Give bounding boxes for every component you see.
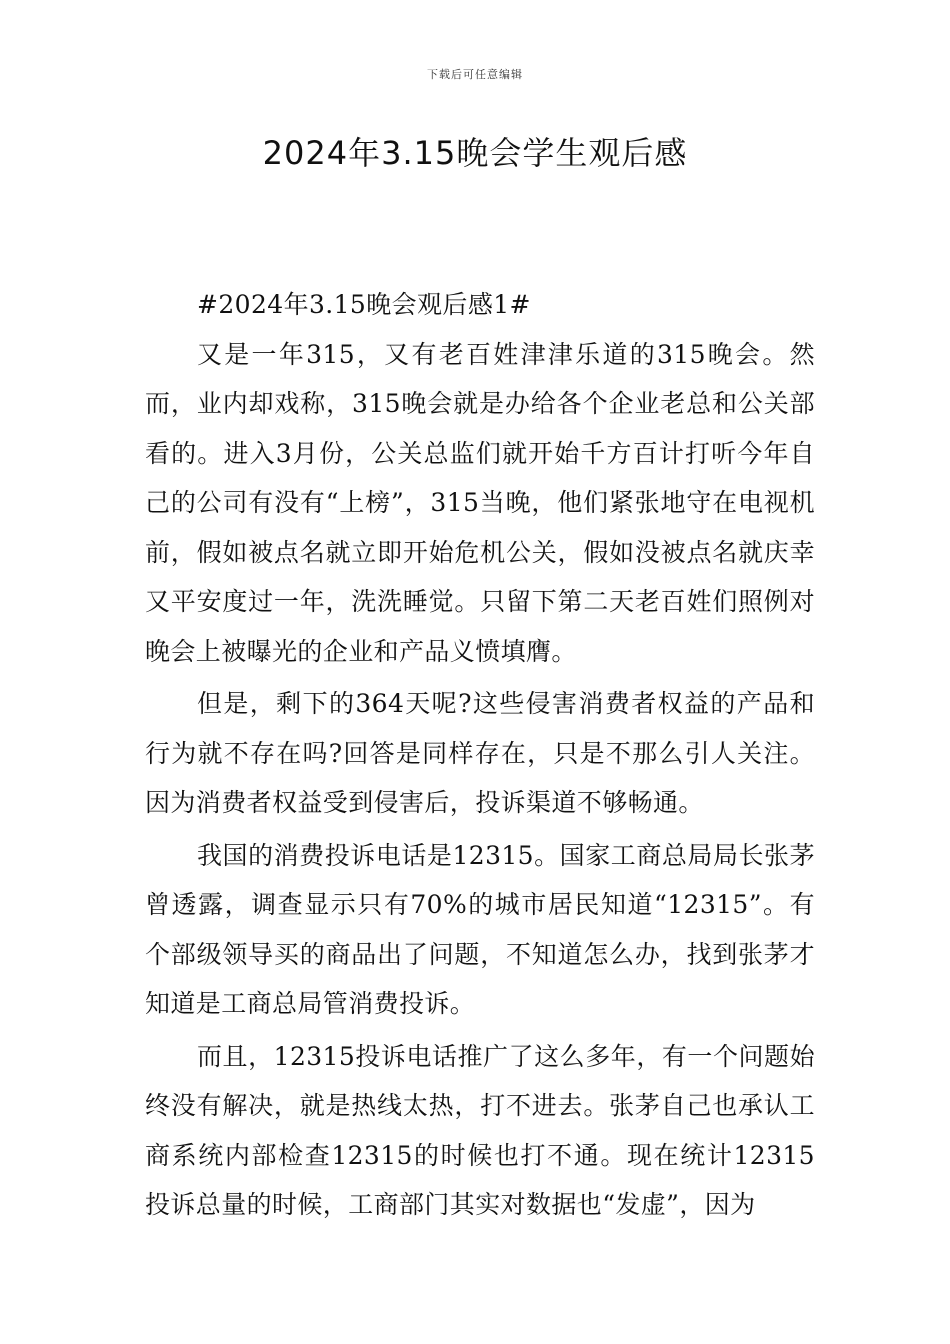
document-title: 2024年3.15晚会学生观后感 (262, 134, 688, 172)
header-note: 下载后可任意编辑 (427, 68, 523, 81)
paragraph: 而且，12315投诉电话推广了这么多年，有一个问题始终没有解决，就是热线太热，打不进去。张茅自己也承认工商系统内部检查12315的时候也打不通。现在统计12315投诉总量的时候，工商部门其实对数据也“发虚”，因为 (145, 1041, 815, 1219)
paragraph: 我国的消费投诉电话是12315。国家工商总局局长张茅曾透露，调查显示只有70%的城市居民知道“12315”。有个部级领导买的商品出了问题，不知道怎么办，找到张茅才知道是工商总局管消费投诉。 (145, 840, 815, 1018)
document-body (145, 280, 815, 1230)
paragraph: 但是，剩下的364天呢?这些侵害消费者权益的产品和行为就不存在吗?回答是同样存在，只是不那么引人关注。因为消费者权益受到侵害后，投诉渠道不够畅通。 (145, 689, 815, 817)
paragraph: 又是一年315，又有老百姓津津乐道的315晚会。然而，业内却戏称，315晚会就是办给各个企业老总和公关部看的。进入3月份，公关总监们就开始千方百计打听今年自己的公司有没有“上榜”，315当晚，他们紧张地守在电视机前，假如被点名就立即开始危机公关，假如没被点名就庆幸又平安度过一年，洗洗睡觉。只留下第二天老百姓们照例对晚会上被曝光的企业和产品义愤填膺。 (145, 339, 815, 666)
paragraph-heading: #2024年3.15晚会观后感1# (197, 290, 531, 319)
